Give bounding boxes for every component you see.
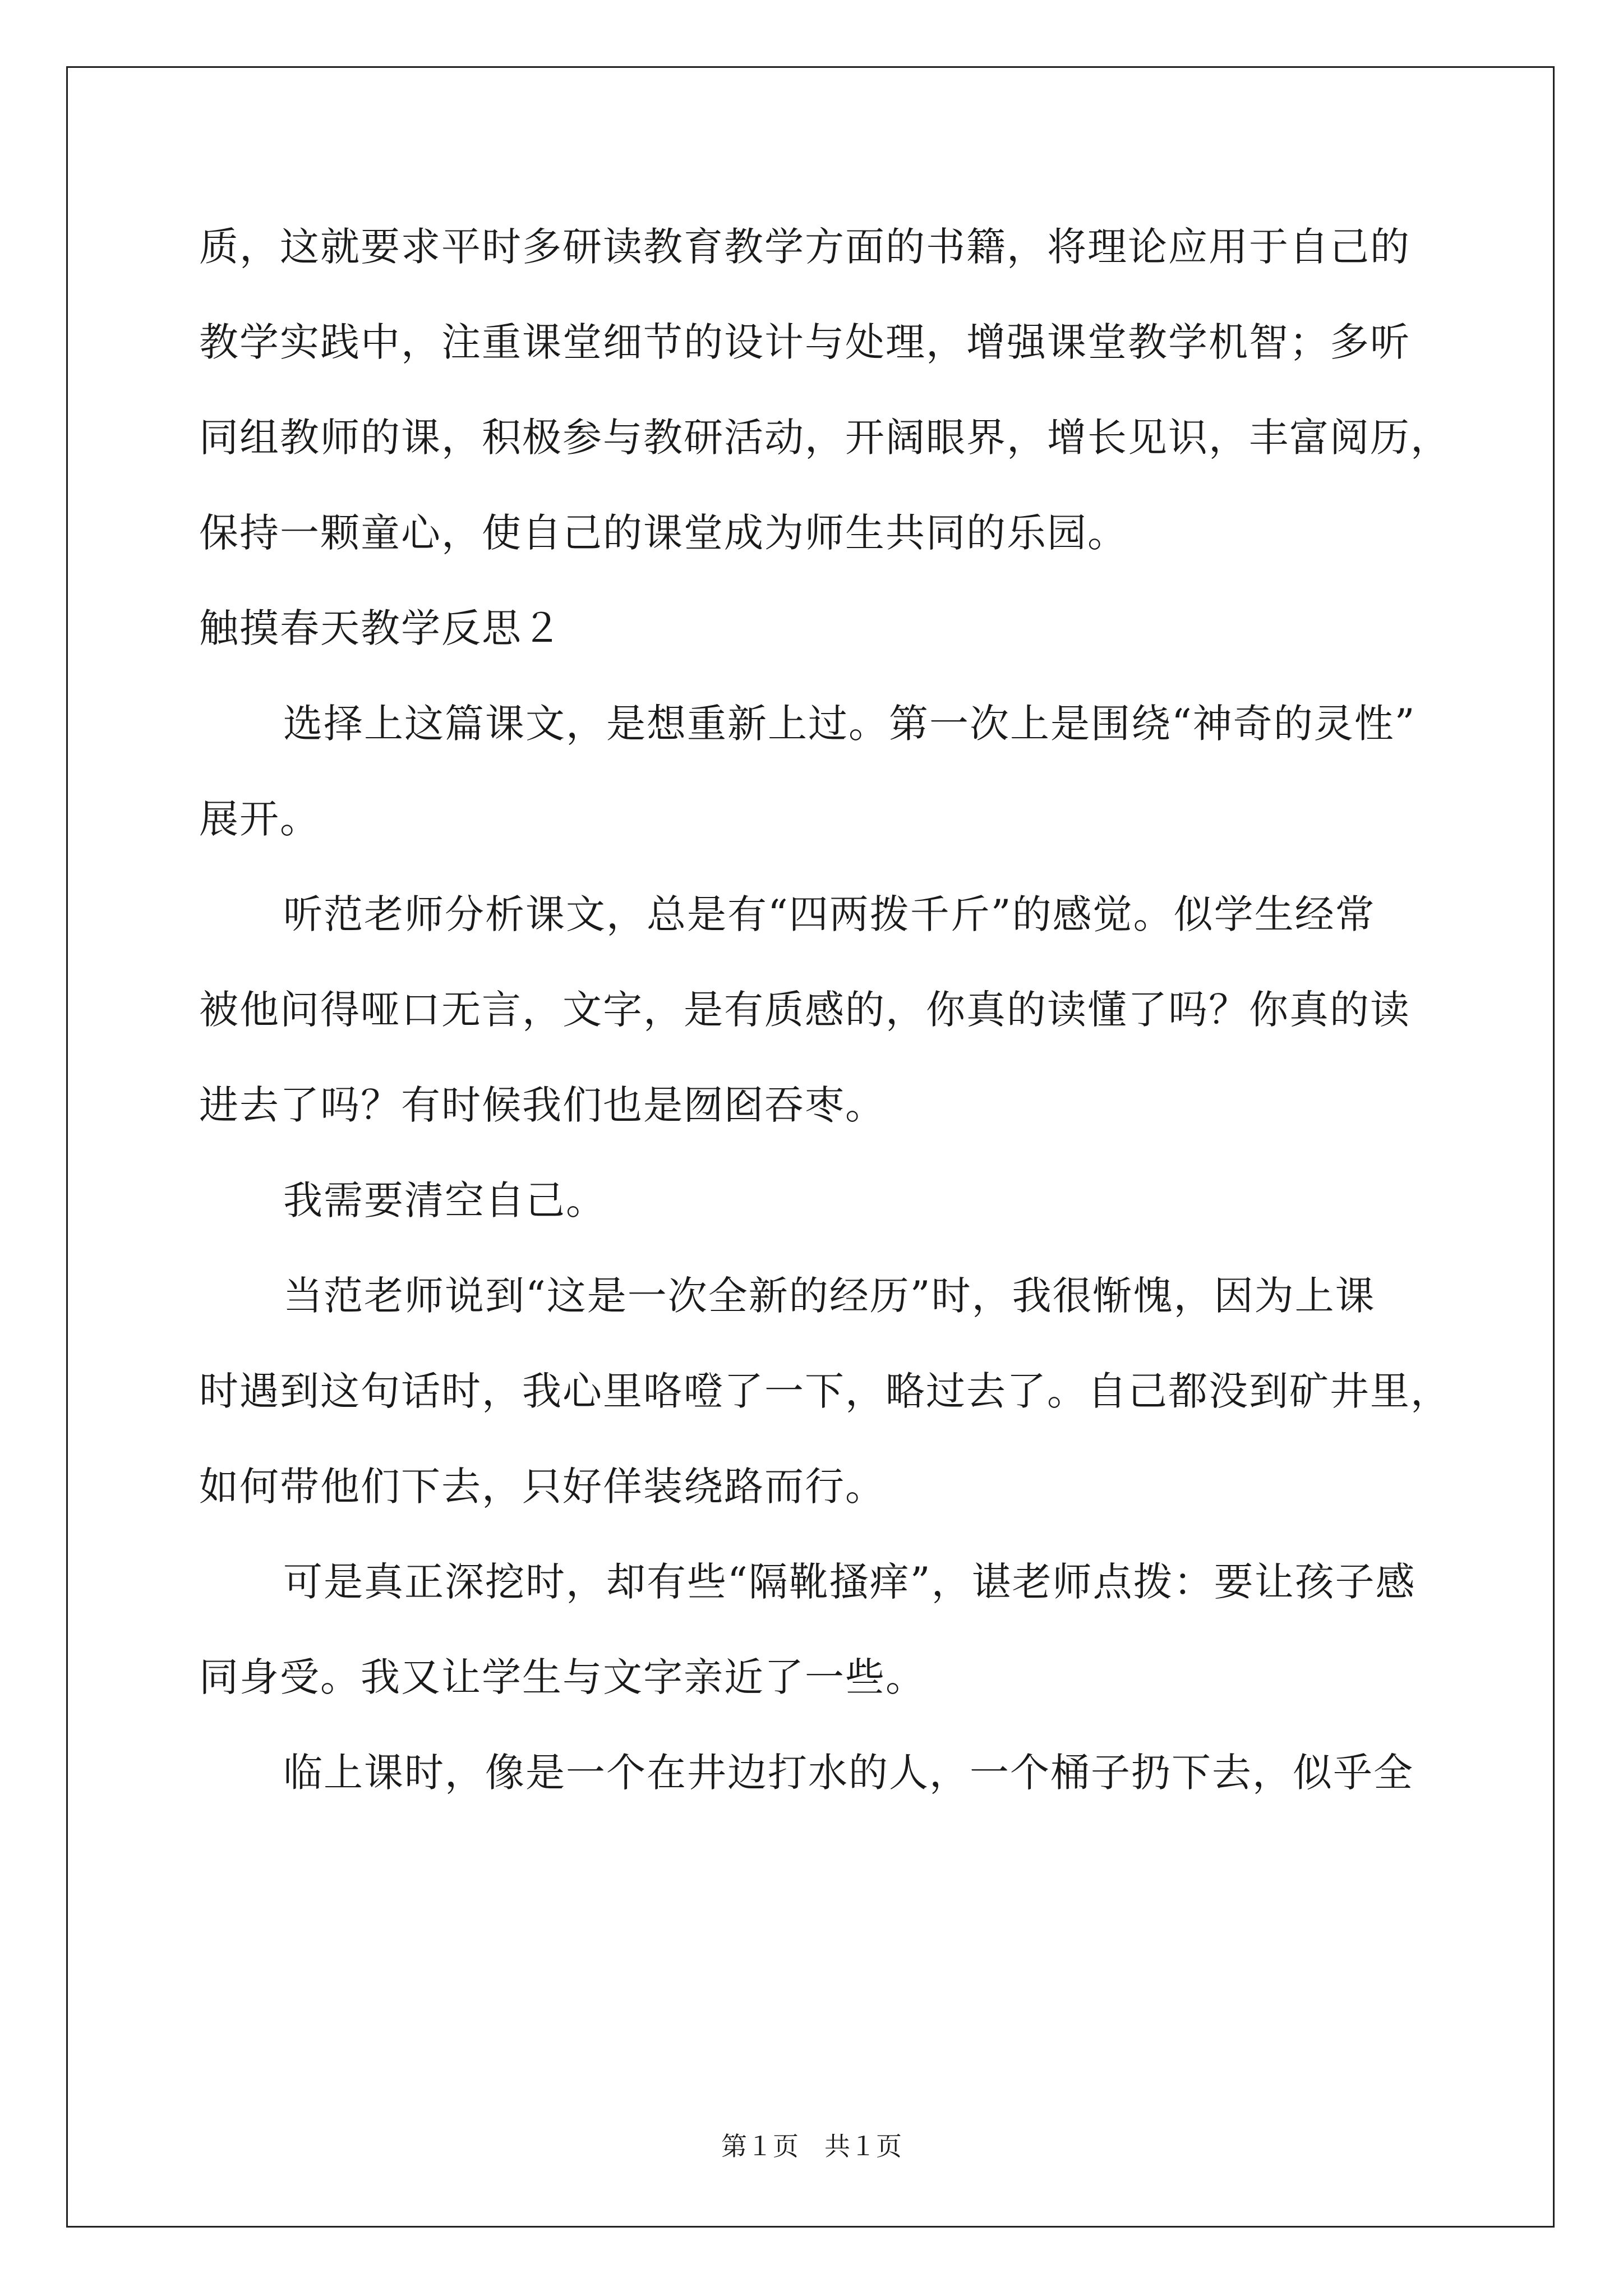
paragraph-line: 同组教师的课，积极参与教研活动，开阔眼界，增长见识，丰富阅历， (199, 415, 1451, 461)
paragraph-line: 保持一颗童心，使自己的课堂成为师生共同的乐园。 (199, 510, 1128, 556)
paragraph-line: 如何带他们下去，只好佯装绕路而行。 (199, 1464, 886, 1510)
paragraph-line: 听范老师分析课文，总是有“四两拨千斤”的感觉。似学生经常 (283, 891, 1376, 937)
paragraph-line: 进去了吗？有时候我们也是囫囵吞枣。 (199, 1082, 886, 1128)
paragraph-line: 被他问得哑口无言，文字，是有质感的，你真的读懂了吗？你真的读 (199, 987, 1410, 1033)
paragraph-line: 选择上这篇课文，是想重新上过。第一次上是围绕“神奇的灵性” (283, 701, 1416, 747)
page-footer: 第１页 共１页 (721, 2131, 902, 2161)
paragraph-line: 可是真正深挖时，却有些“隔靴搔痒”，谌老师点拨：要让孩子感 (283, 1559, 1416, 1605)
paragraph-line: 教学实践中，注重课堂细节的设计与处理，增强课堂教学机智；多听 (199, 319, 1410, 365)
paragraph-line: 同身受。我又让学生与文字亲近了一些。 (199, 1654, 926, 1700)
page-border (66, 66, 1555, 2228)
paragraph-line: 时遇到这句话时，我心里咯噔了一下，略过去了。自己都没到矿井里， (199, 1368, 1451, 1414)
paragraph-line: 展开。 (199, 796, 320, 842)
section-heading: 触摸春天教学反思２ (199, 605, 562, 651)
paragraph-line: 我需要清空自己。 (283, 1177, 606, 1223)
paragraph-line: 当范老师说到“这是一次全新的经历”时，我很惭愧，因为上课 (283, 1273, 1376, 1319)
paragraph-line: 质，这就要求平时多研读教育教学方面的书籍，将理论应用于自己的 (199, 224, 1410, 270)
paragraph-line: 临上课时，像是一个在井边打水的人，一个桶子扔下去，似乎全 (283, 1750, 1414, 1796)
